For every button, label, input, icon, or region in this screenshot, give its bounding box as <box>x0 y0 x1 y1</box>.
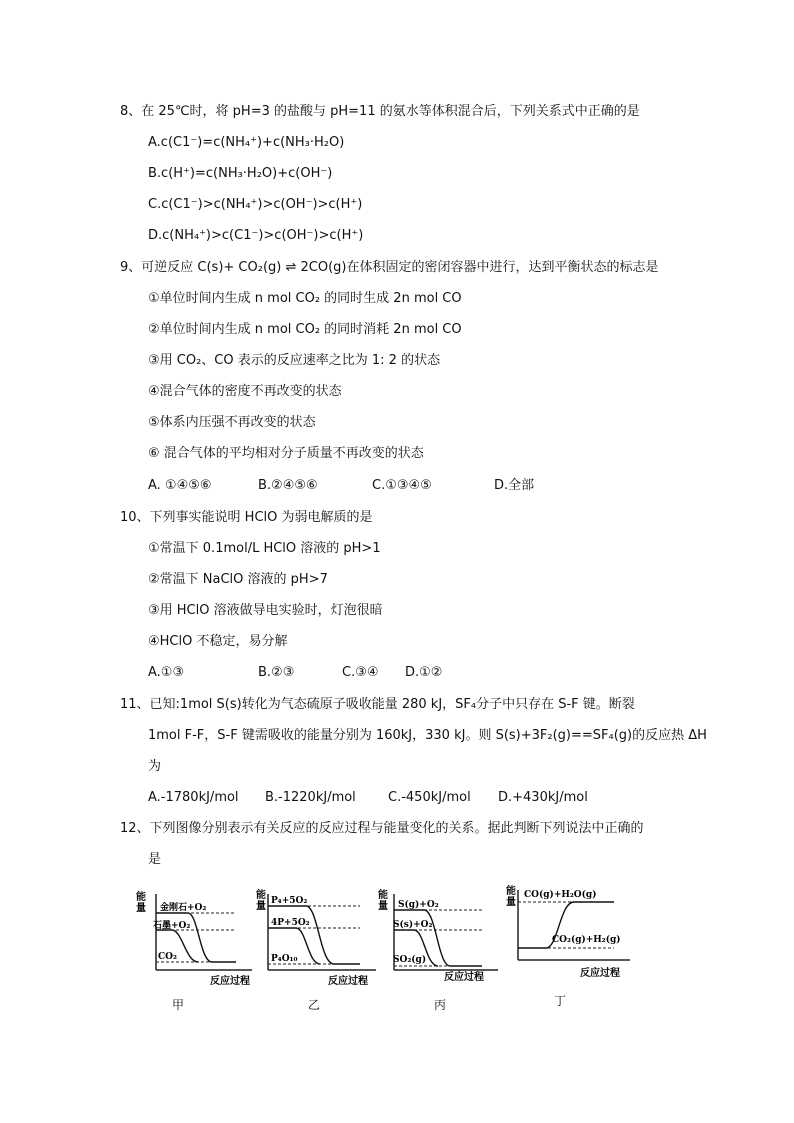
ding-label-co-h2o: CO(g)+H₂O(g) <box>524 890 597 900</box>
q9-statement-4: ④混合气体的密度不再改变的状态 <box>148 384 342 399</box>
q9-option-a: A. ①④⑤⑥ <box>148 478 212 493</box>
yi-label-p4o10: P₄O₁₀ <box>271 954 298 964</box>
q11-option-a: A.-1780kJ/mol <box>148 790 239 805</box>
caption-jia: 甲 <box>172 998 185 1012</box>
energy-diagram-bing <box>378 880 502 996</box>
q8-option-d: D.c(NH₄⁺)>c(C1⁻)>c(OH⁻)>c(H⁺) <box>148 228 364 243</box>
q8-option-c: C.c(C1⁻)>c(NH₄⁺)>c(OH⁻)>c(H⁺) <box>148 197 363 212</box>
jia-label-diamond: 金刚石+O₂ <box>160 903 207 913</box>
ding-xlabel: 反应过程 <box>580 968 620 979</box>
q10-option-b: B.②③ <box>258 665 295 680</box>
bing-label-ss: S(s)+O₂ <box>393 920 433 930</box>
ding-ylabel-2: 量 <box>506 897 516 908</box>
q10-statement-4: ④HClO 不稳定，易分解 <box>148 634 288 649</box>
question-8-stem: 8、在 25℃时，将 pH=3 的盐酸与 pH=11 的氨水等体积混合后，下列关系式中正确的是 <box>120 104 640 119</box>
caption-bing: 丙 <box>434 998 447 1012</box>
q10-option-d: D.①② <box>405 665 443 680</box>
jia-ylabel-2: 量 <box>136 903 146 914</box>
q9-statement-1: ①单位时间内生成 n mol CO₂ 的同时生成 2n mol CO <box>148 291 462 306</box>
energy-diagram-ding <box>506 880 636 996</box>
jia-label-graphite: 石墨+O₂ <box>153 921 191 931</box>
yi-xlabel: 反应过程 <box>328 976 368 987</box>
energy-diagram-bing-svg <box>378 880 502 992</box>
q11-option-d: D.+430kJ/mol <box>498 790 588 805</box>
bing-ylabel-2: 量 <box>378 901 388 912</box>
q9-option-c: C.①③④⑤ <box>372 478 432 493</box>
q9-option-d: D.全部 <box>494 478 535 493</box>
q8-option-b: B.c(H⁺)=c(NH₃·H₂O)+c(OH⁻) <box>148 166 333 181</box>
q10-statement-1: ①常温下 0.1mol/L HClO 溶液的 pH>1 <box>148 541 381 556</box>
q9-statement-6: ⑥ 混合气体的平均相对分子质量不再改变的状态 <box>148 446 424 461</box>
q8-option-a: A.c(C1⁻)=c(NH₄⁺)+c(NH₃·H₂O) <box>148 135 345 150</box>
q9-statement-2: ②单位时间内生成 n mol CO₂ 的同时消耗 2n mol CO <box>148 322 462 337</box>
energy-diagram-ding-svg <box>506 880 636 992</box>
jia-xlabel: 反应过程 <box>210 976 250 987</box>
energy-diagram-yi <box>256 880 380 996</box>
yi-ylabel-1: 能 <box>256 890 266 901</box>
question-9-stem: 9、可逆反应 C(s)+ CO₂(g) ⇌ 2CO(g)在体积固定的密闭容器中进行，达到平衡状态的标志是 <box>120 260 659 275</box>
question-11-stem-line-3: 为 <box>148 759 162 774</box>
ding-label-co2-h2: CO₂(g)+H₂(g) <box>552 935 621 945</box>
bing-xlabel: 反应过程 <box>444 972 484 983</box>
yi-label-4p: 4P+5O₂ <box>271 918 310 928</box>
q10-option-a: A.①③ <box>148 665 185 680</box>
caption-ding: 丁 <box>554 994 567 1008</box>
caption-yi: 乙 <box>308 998 321 1012</box>
question-11-stem-line-2: 1mol F-F，S-F 键需吸收的能量分别为 160kJ，330 kJ。则 S(s)+3F₂(g)==SF₄(g)的反应热 ΔH <box>148 728 707 743</box>
question-11-stem-line-1: 11、已知:1mol S(s)转化为气态硫原子吸收能量 280 kJ，SF₄分子中只存在 S-F 键。断裂 <box>120 697 635 712</box>
q11-option-b: B.-1220kJ/mol <box>265 790 356 805</box>
energy-diagram-jia <box>136 880 256 996</box>
question-12-stem-line-1: 12、下列图像分别表示有关反应的反应过程与能量变化的关系。据此判断下列说法中正确的 <box>120 821 644 836</box>
q9-statement-3: ③用 CO₂、CO 表示的反应速率之比为 1: 2 的状态 <box>148 353 441 368</box>
question-12-stem-line-2: 是 <box>148 852 162 867</box>
bing-label-so2: SO₂(g) <box>393 955 427 965</box>
ding-ylabel-1: 能 <box>506 886 516 897</box>
q10-option-c: C.③④ <box>342 665 379 680</box>
q10-statement-2: ②常温下 NaClO 溶液的 pH>7 <box>148 572 328 587</box>
q9-statement-5: ⑤体系内压强不再改变的状态 <box>148 415 316 430</box>
q9-option-b: B.②④⑤⑥ <box>258 478 318 493</box>
bing-ylabel-1: 能 <box>378 890 388 901</box>
jia-label-co2: CO₂ <box>158 952 177 962</box>
jia-ylabel-1: 能 <box>136 892 146 903</box>
question-10-stem: 10、下列事实能说明 HClO 为弱电解质的是 <box>120 510 373 525</box>
energy-diagram-yi-svg <box>256 880 380 992</box>
q10-statement-3: ③用 HClO 溶液做导电实验时，灯泡很暗 <box>148 603 383 618</box>
q11-option-c: C.-450kJ/mol <box>388 790 471 805</box>
yi-label-p4: P₄+5O₂ <box>271 896 308 906</box>
energy-diagram-jia-svg <box>136 880 256 992</box>
bing-label-sg: S(g)+O₂ <box>398 900 439 910</box>
yi-ylabel-2: 量 <box>256 901 266 912</box>
